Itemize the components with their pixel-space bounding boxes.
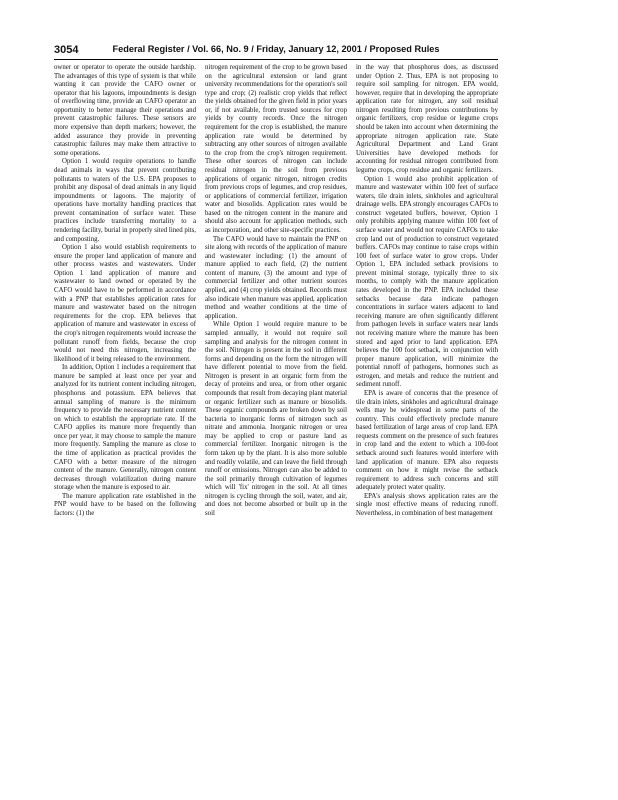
paragraph: Option 1 would also prohibit application of manure and wastewater within 100 feet of surface waters, tile drain inlets, sinkholes and agricultural drainage wells. EPA strongly encourages CAFOs to construct vegetated buffers, however, Option 1 only prohibits applying manure within 100 feet of surface water and would not require CAFOs to take crop land out of production to construct vegetated buffers. CAFOs may continue to raise crops within 100 feet of surface water to grow crops. Under Option 1, EPA included setback provisions to prevent minimal storage, typically three to six months, to comply with the manure application rates developed in the PNP. EPA included these setbacks because data indicate pathogen concentrations in surface waters adjacent to land receiving manure are often significantly different from pathogen levels in surface waters near lands not receiving manure where the manure has been stored and aged prior to land application. EPA believes the 100 foot setback, in conjunction with proper manure application, will minimize the potential runoff of pathogens, hormones such as estrogen, and metals and reduce the nutrient and sediment runoff. [356, 175, 498, 389]
paragraph: The manure application rate established in the PNP would have to be based on the following factors: (1) the [54, 492, 196, 518]
paragraph: Option 1 also would establish requirements to ensure the proper land application of manure and other process wastes and wastewaters. Under Option 1 land application of manure and wastewater to land owned or operated by the CAFO would have to be performed in accordance with a PNP that establishes application rates for manure and wastewater based on the nitrogen requirements for the crop. EPA believes that application of manure and wastewater in excess of the crop's nitrogen requirements would increase the pollutant runoff from fields, because the crop would not need this nitrogen, increasing the likelihood of it being released to the environment. [54, 244, 196, 363]
text-column-1 [54, 64, 196, 786]
paragraph: nitrogen requirement of the crop to be grown based on the agricultural extension or land grant university recommendations for the operation's soil type and crop; (2) realistic crop yields that reflect the yields obtained for the given field in prior years or, if not available, from trusted sources for crop yields by county records. Once the nitrogen requirement for the crop is established, the manure application rate would be determined by subtracting any other sources of nitrogen available to the crop from the crop's nitrogen requirement. These other sources of nitrogen can include residual nitrogen in the soil from previous applications of organic nitrogen, nitrogen credits from previous crops of legumes, and crop residues, or applications of commercial fertilizer, irrigation water and biosolids. Application rates would be based on the nitrogen content in the manure and should also account for application methods, such as incorporation, and other site-specific practices. [205, 64, 347, 234]
paragraph: In addition, Option 1 includes a requirement that manure be sampled at least once per year and analyzed for its nutrient content including nitrogen, phosphorus and potassium. EPA believes that annual sampling of manure is the minimum frequency to provide the necessary nutrient content on which to establish the appropriate rate. If the CAFO applies its manure more frequently than once per year, it may choose to sample the manure more frequently. Sampling the manure as close to the time of application as practical provides the CAFO with a better measure of the nitrogen content of the manure. Generally, nitrogen content decreases through volatilization during manure storage when the manure is exposed to air. [54, 364, 196, 492]
running-head: Federal Register / Vol. 66, No. 9 / Friday, January 12, 2001 / Proposed Rules [112, 44, 440, 54]
paragraph: EPA is aware of concerns that the presence of tile drain inlets, sinkholes and agricultural drainage wells may be widespread in some parts of the country. This could effectively preclude manure based fertilization of large areas of crop land. EPA requests comment on the presence of such features in crop land and the extent to which a 100-foot setback around such features would interfere with land application of manure. EPA also requests comment on how it might revise the setback requirement to address such concerns and still adequately protect water quality. [356, 389, 498, 492]
page-header [54, 44, 498, 56]
paragraph: owner or operator to operate the outside hardship. The advantages of this type of system is that while wanting it can provide the CAFO owner or operator that his lagoons, impoundments is design of overflowing time, provide an CAFO operator an opportunity to better manage their operations and prevent catastrophic failures. These sensors are more expensive than depth markers; however, the added assurance they provide in preventing catastrophic failures may make them attractive to some operations. [54, 64, 196, 157]
header-rule [54, 59, 498, 60]
text-column-2 [205, 64, 347, 786]
paragraph: in the way that phosphorus does, as discussed under Option 2. Thus, EPA is not proposing to require soil sampling for nitrogen. EPA would, however, require that in developing the appropriate application rate for nitrogen, any soil residual nitrogen resulting from previous contributions by organic fertilizers, crop residue or legume crops should be taken into account when determining the appropriate nitrogen application rate. State Agricultural Department and Land Grant Universities have developed methods for accounting for residual nitrogen contributed from legume crops, crop residue and organic fertilizers. [356, 64, 498, 174]
paragraph: While Option 1 would require manure to be sampled annually, it would not require soil sampling and analysis for the nitrogen content in the soil. Nitrogen is present in the soil in different forms and depending on the form the nitrogen will have different potential to move from the field. Nitrogen is present in an organic form from the decay of proteins and urea, or from other organic compounds that result from decaying plant material or organic fertilizer such as manure or biosolids. These organic compounds are broken down by soil bacteria to inorganic forms of nitrogen such as nitrate and ammonia. Inorganic nitrogen or urea may be applied to crop or pasture land as commercial fertilizer. Inorganic nitrogen is the form taken up by the plant. It is also more soluble and readily volatile, and can leave the field through runoff or emissions. Nitrogen can also be added to the soil primarily through cultivation of legumes which will 'fix' nitrogen in the soil. At all times nitrogen is cycling through the soil, water, and air, and does not become absorbed or built up in the soil [205, 321, 347, 518]
text-column-3 [356, 64, 498, 786]
paragraph: EPA's analysis shows application rates are the single most effective means of reducing runoff. Nevertheless, in combination of best management [356, 492, 498, 518]
page-number: 3054 [54, 44, 79, 56]
paragraph: The CAFO would have to maintain the PNP on site along with records of the application of manure and wastewater including: (1) the amount of manure applied to each field, (2) the nutrient content of manure, (3) the amount and type of commercial fertilizer and other nutrient sources applied, and (4) crop yields obtained. Records must also indicate when manure was applied, application method and weather conditions at the time of application. [205, 235, 347, 320]
paragraph: Option 1 would require operations to handle dead animals in ways that prevent contributing pollutants to waters of the U.S. EPA proposes to prohibit any disposal of dead animals in any liquid impoundments or lagoons. The majority of operations have mortality handling practices that prevent contamination of surface water. These practices include transferring mortality to a rendering facility, burial in properly sited lined pits, and composting. [54, 158, 196, 243]
